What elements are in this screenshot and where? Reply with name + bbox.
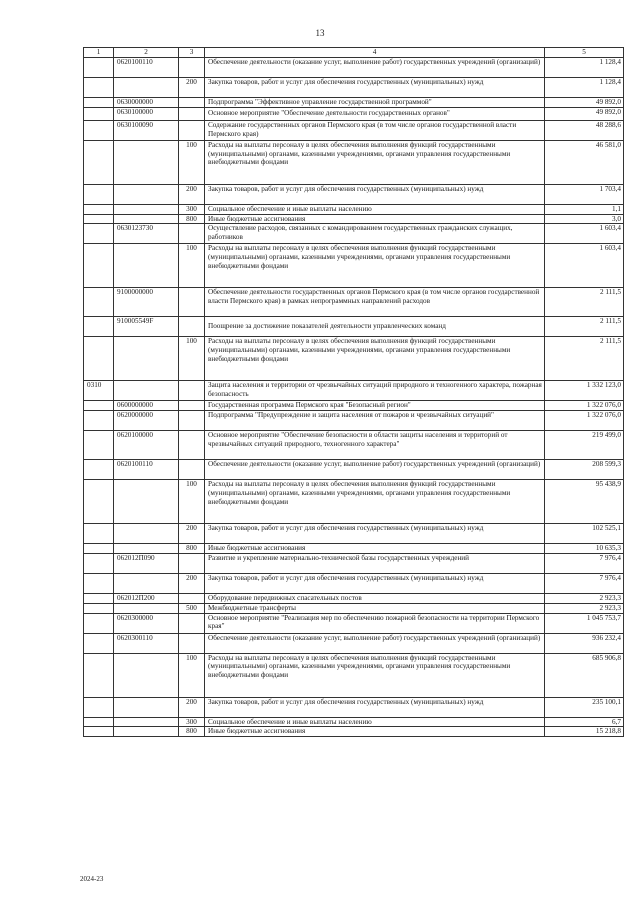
section-code-cell [84,288,114,317]
expense-type-cell: 100 [179,653,205,697]
table-row [84,214,624,224]
description-cell: Закупка товаров, работ и услуг для обеспечения государственных (муниципальных) нужд [205,184,545,204]
expense-type-cell [179,58,205,78]
description-cell: Иные бюджетные ассигнования [205,214,545,224]
amount-cell: 1,1 [545,204,624,214]
table-row [84,98,624,108]
section-code-cell [84,717,114,727]
table-row [84,244,624,288]
amount-cell: 235 100,1 [545,697,624,717]
expense-type-cell [179,98,205,108]
section-code-cell [84,204,114,214]
amount-cell: 10 635,3 [545,544,624,554]
expense-type-cell [179,431,205,460]
expense-type-cell: 300 [179,717,205,727]
expense-type-cell: 100 [179,480,205,524]
amount-cell: 1 322 076,0 [545,411,624,431]
expense-type-cell [179,553,205,573]
expense-type-cell: 100 [179,337,205,381]
target-article-cell: 910005549F [114,317,179,337]
amount-cell: 685 906,8 [545,653,624,697]
page-number: 13 [315,28,325,38]
section-code-cell [84,224,114,244]
table-row [84,460,624,480]
table-row [84,411,624,431]
amount-cell: 1 332 123,0 [545,381,624,401]
description-cell: Государственная программа Пермского края "Безопасный регион" [205,401,545,411]
table-row [84,288,624,317]
amount-cell: 219 499,0 [545,431,624,460]
section-code-cell [84,411,114,431]
description-cell: Закупка товаров, работ и услуг для обеспечения государственных (муниципальных) нужд [205,524,545,544]
table-row [84,78,624,98]
table-row [84,224,624,244]
header-col-4: 4 [205,48,545,58]
amount-cell: 1 322 076,0 [545,401,624,411]
amount-cell: 208 599,3 [545,460,624,480]
section-code-cell [84,727,114,737]
target-article-cell: 0600000000 [114,401,179,411]
target-article-cell [114,214,179,224]
description-cell: Расходы на выплаты персоналу в целях обеспечения выполнения функций государственными (муниципальными) органами, казенными учреждениями, органами управления государственными внебюджетными фондами [205,140,545,184]
budget-table-container [83,47,623,737]
table-row [84,727,624,737]
header-col-1: 1 [84,48,114,58]
expense-type-cell: 800 [179,544,205,554]
amount-cell: 48 288,6 [545,120,624,140]
table-row [84,553,624,573]
expense-type-cell [179,593,205,603]
expense-type-cell: 200 [179,184,205,204]
section-code-cell [84,58,114,78]
target-article-cell [114,573,179,593]
section-code-cell [84,524,114,544]
expense-type-cell: 800 [179,727,205,737]
target-article-cell: 0630000000 [114,98,179,108]
description-cell: Закупка товаров, работ и услуг для обеспечения государственных (муниципальных) нужд [205,78,545,98]
table-row [84,593,624,603]
section-code-cell [84,337,114,381]
table-row [84,401,624,411]
table-row [84,573,624,593]
section-code-cell [84,140,114,184]
expense-type-cell: 300 [179,204,205,214]
table-row [84,58,624,78]
table-row [84,480,624,524]
target-article-cell: 0620300110 [114,633,179,653]
description-cell: Расходы на выплаты персоналу в целях обеспечения выполнения функций государственными (муниципальными) органами, казенными учреждениями, органами управления государственными внебюджетными фондами [205,244,545,288]
expense-type-cell [179,401,205,411]
target-article-cell: 0620300000 [114,613,179,633]
section-code-cell [84,544,114,554]
amount-cell: 6,7 [545,717,624,727]
description-cell: Иные бюджетные ассигнования [205,727,545,737]
description-cell: Подпрограмма "Эффективное управление государственной программой" [205,98,545,108]
target-article-cell [114,603,179,613]
section-code-cell [84,553,114,573]
target-article-cell: 0630123730 [114,224,179,244]
description-cell: Обеспечение деятельности (оказание услуг, выполнение работ) государственных учреждений (организаций) [205,460,545,480]
table-row [84,524,624,544]
section-code-cell [84,317,114,337]
expense-type-cell: 500 [179,603,205,613]
amount-cell: 95 438,9 [545,480,624,524]
amount-cell: 2 923,3 [545,603,624,613]
section-code-cell [84,460,114,480]
expense-type-cell [179,317,205,337]
description-cell: Закупка товаров, работ и услуг для обеспечения государственных (муниципальных) нужд [205,573,545,593]
table-row [84,120,624,140]
amount-cell: 1 128,4 [545,78,624,98]
expense-type-cell: 800 [179,214,205,224]
header-col-3: 3 [179,48,205,58]
section-code-cell [84,120,114,140]
description-cell: Основное мероприятие "Обеспечение деятельности государственных органов" [205,107,545,120]
target-article-cell: 0630100000 [114,107,179,120]
description-cell: Иные бюджетные ассигнования [205,544,545,554]
target-article-cell [114,140,179,184]
target-article-cell [114,204,179,214]
target-article-cell [114,717,179,727]
expense-type-cell [179,411,205,431]
table-row [84,613,624,633]
target-article-cell: 0620100000 [114,431,179,460]
description-cell: Социальное обеспечение и иные выплаты населению [205,204,545,214]
description-cell: Основное мероприятие "Обеспечение безопасности в области защиты населения и территорий от чрезвычайных ситуаций природного, техногенного характера" [205,431,545,460]
description-cell: Защита населения и территории от чрезвычайных ситуаций природного и техногенного характера, пожарная безопасность [205,381,545,401]
amount-cell: 2 923,3 [545,593,624,603]
budget-table [83,47,624,737]
target-article-cell: 0620000000 [114,411,179,431]
amount-cell: 7 976,4 [545,573,624,593]
description-cell: Обеспечение деятельности (оказание услуг, выполнение работ) государственных учреждений (организаций) [205,633,545,653]
amount-cell: 46 581,0 [545,140,624,184]
table-row [84,544,624,554]
target-article-cell [114,78,179,98]
target-article-cell [114,727,179,737]
amount-cell: 2 111,5 [545,288,624,317]
description-cell: Расходы на выплаты персоналу в целях обеспечения выполнения функций государственными (муниципальными) органами, казенными учреждениями, органами управления государственными внебюджетными фондами [205,337,545,381]
section-code-cell [84,633,114,653]
table-row [84,717,624,727]
amount-cell: 49 892,0 [545,98,624,108]
expense-type-cell: 200 [179,78,205,98]
target-article-cell [114,337,179,381]
expense-type-cell [179,224,205,244]
amount-cell: 936 232,4 [545,633,624,653]
table-row [84,107,624,120]
description-cell: Закупка товаров, работ и услуг для обеспечения государственных (муниципальных) нужд [205,697,545,717]
amount-cell: 15 218,8 [545,727,624,737]
expense-type-cell [179,633,205,653]
section-code-cell [84,573,114,593]
amount-cell: 1 603,4 [545,224,624,244]
expense-type-cell [179,288,205,317]
table-row [84,140,624,184]
expense-type-cell [179,613,205,633]
section-code-cell: 0310 [84,381,114,401]
amount-cell: 1 703,4 [545,184,624,204]
target-article-cell [114,524,179,544]
target-article-cell [114,184,179,204]
table-header-row [84,48,624,58]
expense-type-cell: 200 [179,524,205,544]
header-col-5: 5 [545,48,624,58]
description-cell: Обеспечение деятельности (оказание услуг, выполнение работ) государственных учреждений (организаций) [205,58,545,78]
table-row [84,204,624,214]
amount-cell: 1 045 753,7 [545,613,624,633]
table-row [84,337,624,381]
description-cell: Основное мероприятие "Реализация мер по обеспечению пожарной безопасности на территории Пермского края" [205,613,545,633]
target-article-cell [114,544,179,554]
target-article-cell: 9100000000 [114,288,179,317]
header-col-2: 2 [114,48,179,58]
section-code-cell [84,98,114,108]
section-code-cell [84,653,114,697]
amount-cell: 102 525,1 [545,524,624,544]
description-cell: Межбюджетные трансферты [205,603,545,613]
section-code-cell [84,107,114,120]
description-cell: Обеспечение деятельности государственных органов Пермского края (в том числе органов государственной власти Пермского края) в рамках непрограммных направлений расходов [205,288,545,317]
section-code-cell [84,214,114,224]
section-code-cell [84,78,114,98]
description-cell: Содержание государственных органов Пермского края (в том числе органов государственной власти Пермского края) [205,120,545,140]
target-article-cell: 0620100110 [114,58,179,78]
expense-type-cell: 200 [179,573,205,593]
amount-cell: 3,0 [545,214,624,224]
expense-type-cell [179,381,205,401]
target-article-cell [114,381,179,401]
section-code-cell [84,401,114,411]
table-body [84,58,624,737]
description-cell: Осуществление расходов, связанных с командированием государственных гражданских служащих, работников [205,224,545,244]
description-cell: Подпрограмма "Предупреждение и защита населения от пожаров и чрезвычайных ситуаций" [205,411,545,431]
section-code-cell [84,480,114,524]
amount-cell: 2 111,5 [545,317,624,337]
target-article-cell: 062012П200 [114,593,179,603]
target-article-cell [114,697,179,717]
section-code-cell [84,697,114,717]
table-row [84,317,624,337]
target-article-cell: 0620100110 [114,460,179,480]
table-row [84,603,624,613]
expense-type-cell [179,120,205,140]
amount-cell: 2 111,5 [545,337,624,381]
target-article-cell: 062012П090 [114,553,179,573]
expense-type-cell: 100 [179,244,205,288]
description-cell: Расходы на выплаты персоналу в целях обеспечения выполнения функций государственными (муниципальными) органами, казенными учреждениями, органами управления государственными внебюджетными фондами [205,480,545,524]
target-article-cell: 0630100090 [114,120,179,140]
description-cell: Социальное обеспечение и иные выплаты населению [205,717,545,727]
section-code-cell [84,431,114,460]
table-row [84,653,624,697]
expense-type-cell: 200 [179,697,205,717]
section-code-cell [84,593,114,603]
table-row [84,431,624,460]
description-cell: Расходы на выплаты персоналу в целях обеспечения выполнения функций государственными (муниципальными) органами, казенными учреждениями, органами управления государственными внебюджетными фондами [205,653,545,697]
target-article-cell [114,653,179,697]
amount-cell: 49 892,0 [545,107,624,120]
amount-cell: 1 603,4 [545,244,624,288]
section-code-cell [84,184,114,204]
footer-code: 2024-23 [80,875,104,883]
expense-type-cell: 100 [179,140,205,184]
expense-type-cell [179,107,205,120]
section-code-cell [84,603,114,613]
amount-cell: 1 128,4 [545,58,624,78]
table-row [84,381,624,401]
table-row [84,633,624,653]
description-cell: Оборудование передвижных спасательных постов [205,593,545,603]
section-code-cell [84,244,114,288]
table-row [84,697,624,717]
description-cell: Поощрение за достижение показателей деятельности управленческих команд [205,317,545,337]
target-article-cell [114,244,179,288]
target-article-cell [114,480,179,524]
table-row [84,184,624,204]
section-code-cell [84,613,114,633]
expense-type-cell [179,460,205,480]
amount-cell: 7 976,4 [545,553,624,573]
description-cell: Развитие и укрепление материально-технической базы государственных учреждений [205,553,545,573]
